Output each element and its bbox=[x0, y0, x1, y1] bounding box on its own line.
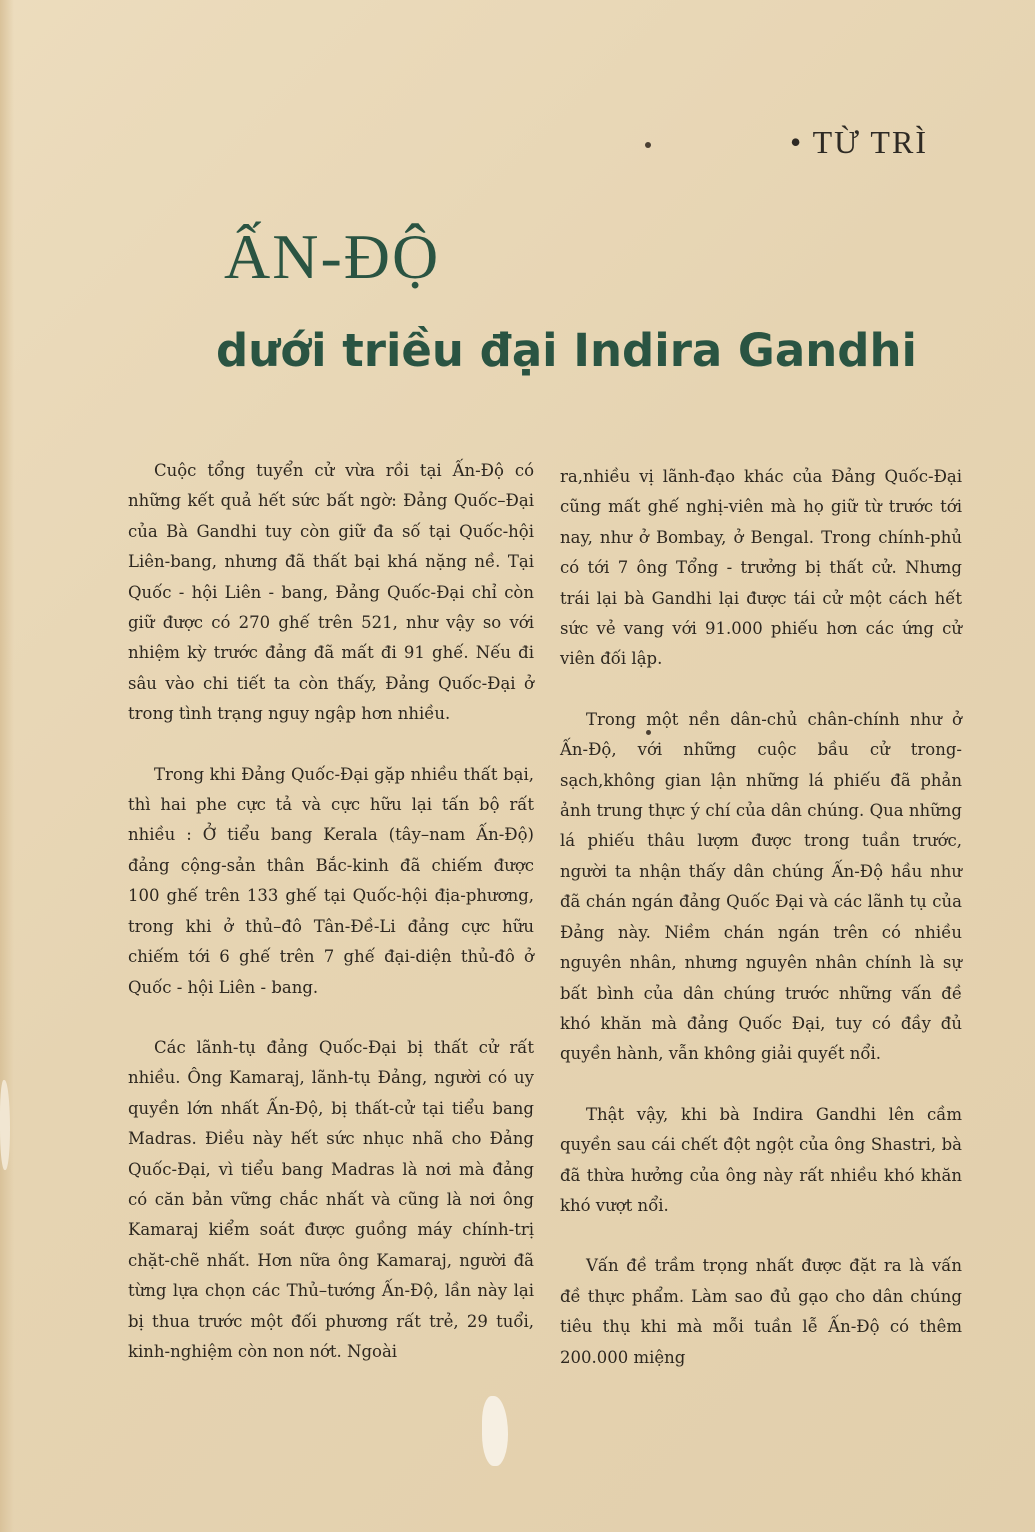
author-byline: • TỪ TRÌ bbox=[790, 124, 928, 160]
paragraph: Cuộc tổng tuyển cử vừa rồi tại Ấn-Độ có những kết quả hết sức bất ngờ: Đảng Quốc–Đại của Bà Gandhi tuy còn giữ đa số tại Quốc-hội Liên-bang, nhưng đã thất bại khá nặng nề. Tại Quốc - hội Liên - bang, Đảng Quốc-Đại chỉ còn giữ được có 270 ghế trên 521, như vậy so với nhiệm kỳ trước đảng đã mất đi 91 ghế. Nếu đi sâu vào chi tiết ta còn thấy, Đảng Quốc-Đại ở trong tình trạng nguy ngập hơn nhiều. bbox=[128, 461, 534, 724]
article-title: ẤN-ĐỘ bbox=[224, 221, 441, 292]
ink-speck bbox=[646, 730, 651, 735]
paragraph: Các lãnh-tụ đảng Quốc-Đại bị thất cử rất nhiều. Ông Kamaraj, lãnh-tụ Đảng, người có uy quyền lớn nhất Ấn-Độ, bị thất-cử tại tiểu bang Madras. Điều này hết sức nhục nhã cho Đảng Quốc-Đại, vì tiểu bang Madras là nơi mà đảng có căn bản vững chắc nhất và cũng là nơi ông Kamaraj kiểm soát được guồng máy chính-trị chặt-chẽ nhất. Hơn nữa ông Kamaraj, người đã từng lựa chọn các Thủ–tướng Ấn-Độ, lần này lại bị thua trước một đối phương rất trẻ, 29 tuổi, kinh-nghiệm còn non nớt. Ngoài bbox=[128, 1037, 534, 1361]
paragraph: ra,nhiều vị lãnh-đạo khác của Đảng Quốc-Đại cũng mất ghế nghị-viên mà họ giữ từ trước tới nay, như ở Bombay, ở Bengal. Trong chính-phủ có tới 7 ông Tổng - trưởng bị thất cử. Nhưng trái lại bà Gandhi lại được tái cử một cách hết sức vẻ vang với 91.000 phiếu hơn các ứng cử viên đối lập. bbox=[560, 467, 962, 669]
ink-speck bbox=[645, 142, 651, 148]
paragraph: Vấn đề trầm trọng nhất được đặt ra là vấn đề thực phẩm. Làm sao đủ gạo cho dân chúng tiêu thụ khi mà mỗi tuần lễ Ấn-Độ có thêm 200.000 miệng bbox=[560, 1256, 962, 1367]
paper-edge-shadow bbox=[0, 0, 14, 1532]
article-subtitle: dưới triều đại Indira Gandhi bbox=[216, 324, 917, 377]
paper-damage bbox=[482, 1396, 508, 1466]
left-column bbox=[128, 456, 534, 1397]
paragraph: Thật vậy, khi bà Indira Gandhi lên cầm quyền sau cái chết đột ngột của ông Shastri, bà đã thừa hưởng của ông này rất nhiều khó khăn khó vượt nổi. bbox=[560, 1104, 962, 1215]
right-column bbox=[560, 462, 962, 1403]
paragraph: Trong một nền dân-chủ chân-chính như ở Ấn-Độ, với những cuộc bầu cử trong-sạch,không gian lận những lá phiếu đã phản ảnh trung thực ý chí của dân chúng. Qua những lá phiếu thâu lượm được trong tuần trước, người ta nhận thấy dân chúng Ấn-Độ hầu như đã chán ngán đảng Quốc Đại và các lãnh tụ của Đảng này. Niềm chán ngán trên có nhiều nguyên nhân, nhưng nguyên nhân chính là sự bất bình của dân chúng trước những vấn đề khó khăn mà đảng Quốc Đại, tuy có đầy đủ quyền hành, vẫn không giải quyết nổi. bbox=[560, 709, 962, 1064]
paragraph: Trong khi Đảng Quốc-Đại gặp nhiều thất bại, thì hai phe cực tả và cực hữu lại tấn bộ rất nhiều : Ở tiểu bang Kerala (tây–nam Ấn-Độ) đảng cộng-sản thân Bắc-kinh đã chiếm được 100 ghế trên 133 ghế tại Quốc-hội địa-phương, trong khi ở thủ–đô Tân-Đề-Li đảng cực hữu chiếm tới 6 ghế trên 7 ghế đại-diện thủ-đô ở Quốc - hội Liên - bang. bbox=[128, 764, 534, 997]
